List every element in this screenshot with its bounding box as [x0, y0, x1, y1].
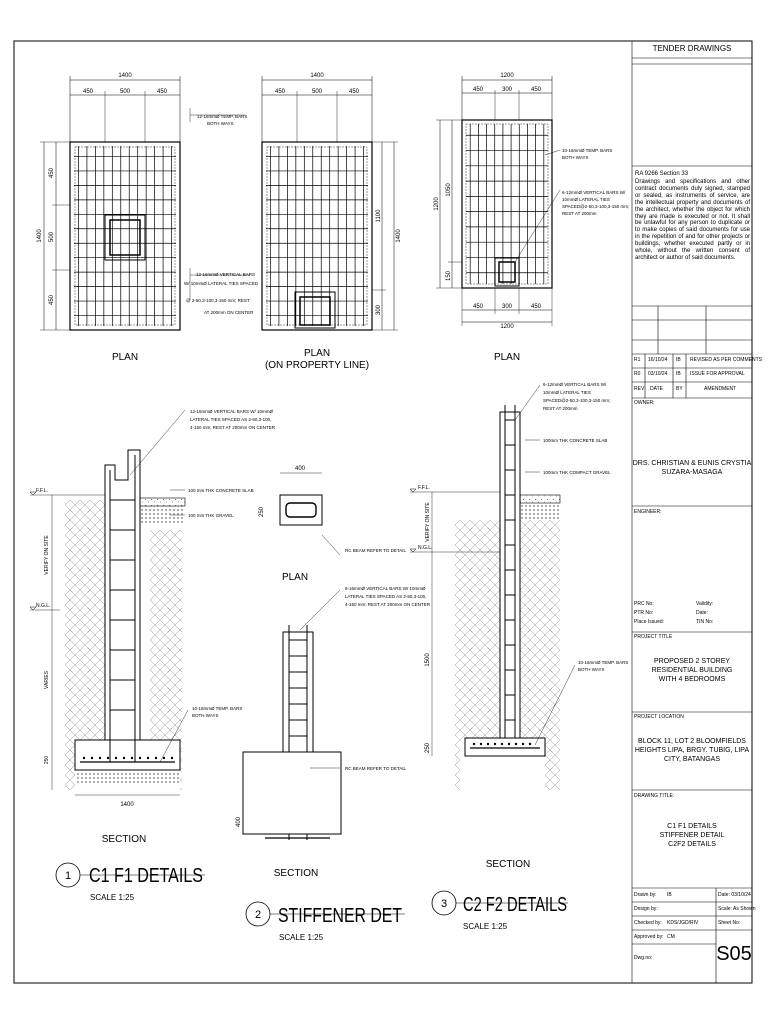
sheet-code: S05	[716, 943, 752, 965]
plan1-rebar-grid	[74, 146, 176, 326]
project-location-label: PROJECT LOCATION	[634, 714, 684, 720]
plan-2	[262, 73, 402, 371]
plan1-dim-2: 500	[119, 89, 131, 95]
project-title-2: RESIDENTIAL BUILDING	[651, 667, 733, 674]
stiff-section-label: SECTION	[273, 868, 319, 879]
sec1-ngl: N.G.L.	[36, 603, 51, 609]
note-vert-bars-1d: AT 200mm ON CENTER	[204, 310, 254, 315]
sec3-note-gravel: 100mm THK COMPACT GRAVEL	[543, 470, 611, 475]
plan1-dim-3: 450	[156, 89, 168, 95]
sec3-note-slab: 100mm THK CONCRETE SLAB	[543, 438, 608, 443]
sec1-ffl: F.F.L.	[36, 488, 48, 494]
plan3-dim-1: 450	[472, 87, 484, 93]
plan1-notes	[184, 108, 259, 315]
plan3-left-total: 1200	[434, 197, 440, 211]
validity: Validity:	[696, 601, 714, 607]
drawing-title-3: C2F2 DETAILS	[668, 841, 716, 848]
ra-heading: RA 9266 Section 33	[635, 171, 689, 177]
rebar-dot	[473, 743, 475, 745]
rev-header-by: BY	[676, 386, 683, 392]
note-temp-bars-3a: 10-16mmØ TEMP. BARS	[562, 148, 613, 153]
plan2-dim-2: 500	[311, 89, 323, 95]
detail2-scale: SCALE 1:25	[279, 933, 324, 942]
stiffener-detail	[236, 466, 431, 879]
plan2-right-2: 300	[376, 304, 382, 316]
sec3-1500: 1500	[425, 653, 431, 667]
checked-by-label: Checked by:	[634, 920, 662, 926]
rebar-dot	[99, 757, 101, 759]
sec1-note-vert-b: LATERAL TIES SPACED AS 2-50,3-100,	[190, 417, 272, 422]
section-3	[410, 382, 628, 870]
rev-header-date: DATE	[650, 386, 663, 392]
plan3-dim-2: 300	[501, 87, 513, 93]
rev-r0-amendment: ISSUE FOR APPROVAL	[690, 371, 745, 377]
plan2-dim-3: 450	[348, 89, 360, 95]
plan3-dim-3: 450	[530, 87, 542, 93]
sec3-note-temp-a: 10-16mmØ TEMP. BARS	[578, 660, 629, 665]
sec1-note-slab: 100 mm THK CONCRETE SLAB	[188, 488, 254, 493]
owner-label: OWNER:	[634, 400, 655, 406]
prc-no: PRC No:	[634, 601, 654, 607]
drawing-title-1: C1 F1 DETAILS	[667, 823, 717, 830]
rebar-dot	[515, 743, 517, 745]
sec1-section-label: SECTION	[101, 834, 147, 845]
rebar-dot	[123, 757, 125, 759]
detail-title-3	[432, 891, 568, 931]
owner-name-2: SUZARA-MASAGA	[661, 469, 723, 476]
sec3-note-vert-b: 10mmØ LATERAL TIES	[543, 390, 591, 395]
owner-name-1: DRS. CHRISTIAN & EUNIS CRYSTIA	[632, 460, 752, 467]
stiff-rc-beam-2: RC BEAM REFER TO DETAIL	[345, 766, 407, 771]
checked-by-value: KDS/JGD/RIV	[667, 920, 699, 926]
sec1-250: 250	[44, 755, 50, 765]
sec1-note-vert-a: 12-16mmØ VERTICAL BARS W/ 10mmØ	[190, 409, 274, 414]
ra-text: Drawings and specifications and other contract documents duly signed, stamped or sealed, as instruments of service, are the intellectual property and documents of the architect, whether the object for which they are made is executed or not. It shall be unlawful for any person to duplicate or to make copies of said documents for use in the repetition of and for other projects or buildings, whether executed partly or in whole, without the written consent of architect or author of said documents.	[635, 179, 750, 261]
rev-header-amendment: AMENDMENT	[704, 386, 737, 392]
sec1-verify: VERIFY ON SITE	[44, 535, 50, 575]
rebar-dot	[522, 743, 524, 745]
stiff-rc-beam-1: RC BEAM REFER TO DETAIL	[345, 548, 407, 553]
sec3-note-vert-c: SPACED@2-50,3-100,3-150 mm;	[543, 398, 611, 403]
plan3-label: PLAN	[493, 352, 521, 363]
plan3-dim-bot: 1200	[500, 324, 514, 330]
sec3-section-label: SECTION	[485, 859, 531, 870]
detail1-number: 1	[64, 870, 72, 882]
rebar-dot	[487, 743, 489, 745]
note-temp-bars-1b: BOTH WAYS	[207, 121, 234, 126]
plan2-dim-top: 1400	[310, 73, 324, 79]
sec3-note-vert-a: 6-12mmØ VERTICAL BARS W/	[543, 382, 607, 387]
note-vert-bars-3c: SPACED@2-50,3-100,3-150 mm;	[562, 204, 630, 209]
rev-r1-amendment: REVISED AS PER COMMENTS	[690, 357, 762, 363]
rev-r1-by: IB	[676, 357, 681, 363]
detail1-title: C1 F1 DETAILS	[89, 865, 203, 887]
engineer-label: ENGINEER:	[634, 509, 662, 515]
sec1-note-temp-b: BOTH WAYS	[192, 713, 219, 718]
rebar-dot	[83, 757, 85, 759]
stiff-sec-400: 400	[236, 816, 242, 828]
design-by-label: Design by:	[634, 906, 658, 912]
rebar-dot	[508, 743, 510, 745]
detail-title-1	[56, 863, 205, 902]
detail-title-2	[246, 902, 405, 942]
plan2-dim-1: 450	[274, 89, 286, 95]
project-title-label: PROJECT TITLE	[634, 634, 673, 640]
sec1-note-vert-c: 4-150 mm; REST AT 200mm ON CENTER	[190, 425, 276, 430]
project-title-3: WITH 4 BEDROOMS	[658, 676, 726, 683]
plan1-left-total: 1400	[37, 229, 43, 243]
plan-1	[37, 73, 180, 363]
rebar-dot	[171, 757, 173, 759]
plan1-label: PLAN	[111, 352, 139, 363]
detail3-title: C2 F2 DETAILS	[463, 894, 567, 916]
tin-no: TIN No:	[696, 619, 714, 625]
plan1-left-2: 500	[49, 231, 55, 243]
dwg-no-label: Dwg.no:	[634, 955, 653, 961]
plan1-dim-top: 1400	[118, 73, 132, 79]
plan3-rebar-grid	[466, 124, 548, 284]
sec1-note-gravel: 100 mm THK GRAVEL	[188, 513, 234, 518]
section-1	[30, 409, 276, 845]
plan3-bot-2: 300	[501, 304, 513, 310]
rebar-dot	[107, 757, 109, 759]
plan3-left-1: 1050	[446, 183, 452, 197]
plan2-label-2: (ON PROPERTY LINE)	[264, 360, 370, 371]
approved-by-value: CM	[667, 934, 675, 940]
stiff-note-vert-b: LATERAL TIES SPACED AS 2-50,3-100,	[345, 594, 427, 599]
detail3-scale: SCALE 1:25	[463, 922, 508, 931]
project-title-1: PROPOSED 2 STOREY	[653, 658, 731, 665]
detail2-number: 2	[254, 909, 262, 921]
rev-r0-date: 03/10/24	[648, 371, 668, 377]
rebar-dot	[480, 743, 482, 745]
ptr-no: PTR No:	[634, 610, 654, 616]
sheet-no-label: Sheet No:	[718, 920, 741, 926]
project-location-3: CITY, BATANGAS	[663, 756, 720, 763]
sec3-note-vert-d: REST AT 200mm	[543, 406, 578, 411]
plan1-left-1: 450	[49, 167, 55, 179]
rebar-dot	[155, 757, 157, 759]
sec1-varies: VARIES	[44, 671, 50, 689]
rebar-dot	[501, 743, 503, 745]
sec3-note-temp-b: BOTH WAYS	[578, 667, 605, 672]
note-vert-bars-1b: W/ 10mmØ LATERAL TIES SPACED	[184, 281, 259, 286]
rev-r0-by: IB	[676, 371, 681, 377]
project-location-1: BLOCK 11, LOT 2 BLOOMFIELDS	[638, 738, 746, 745]
project-location-2: HEIGHTS LIPA, BRGY. TUBIG, LIPA	[634, 747, 750, 754]
drawing-title-2: STIFFENER DETAIL	[659, 832, 725, 839]
stiff-plan-label: PLAN	[281, 572, 309, 583]
plan2-rebar-grid	[266, 146, 368, 326]
drawing-title-label: DRAWING TITLE:	[634, 793, 675, 799]
sec3-250: 250	[425, 742, 431, 754]
rebar-dot	[494, 743, 496, 745]
plan1-left-3: 450	[49, 294, 55, 306]
detail2-title: STIFFENER DET	[278, 905, 402, 927]
title-block-header: TENDER DRAWINGS	[652, 44, 732, 53]
plan2-label-1: PLAN	[303, 348, 331, 359]
rebar-dot	[91, 757, 93, 759]
approved-by-label: Approved by:	[634, 934, 664, 940]
drawn-by-value: IB	[667, 892, 672, 898]
rev-r0-rev: R0	[634, 371, 641, 377]
rebar-dot	[139, 757, 141, 759]
plan3-bot-3: 450	[530, 304, 542, 310]
date-issued: Date: 03/10/24	[718, 892, 751, 898]
detail1-scale: SCALE 1:25	[90, 893, 135, 902]
plan2-right-1: 1100	[376, 209, 382, 223]
plan3-dim-top: 1200	[500, 73, 514, 79]
plan3-left-2: 150	[446, 270, 452, 282]
sec3-ffl: F.F.L.	[418, 485, 430, 491]
rev-r1-rev: R1	[634, 357, 641, 363]
place-issued: Place Issued:	[634, 619, 665, 625]
stiff-dim-400: 400	[294, 466, 306, 472]
sec1-1400: 1400	[120, 802, 134, 808]
plan2-right-total: 1400	[396, 229, 402, 243]
rebar-dot	[131, 757, 133, 759]
date-field: Date:	[696, 610, 708, 616]
stiff-note-vert-c: 4-150 mm; REST AT 200mm ON CENTER	[345, 602, 431, 607]
note-temp-bars-3b: BOTH WAYS	[562, 155, 589, 160]
plan-3	[434, 73, 629, 363]
note-vert-bars-3d: REST AT 200mm	[562, 211, 597, 216]
sec1-note-temp-a: 10-16mmØ TEMP. BARS	[192, 706, 243, 711]
note-vert-bars-3a: 6-12mmØ VERTICAL BARS W/	[562, 190, 626, 195]
detail3-number: 3	[440, 898, 448, 910]
scale-field: Scale: As Shown	[718, 906, 756, 912]
note-temp-bars-1a: 12-16mmØ TEMP. BARS	[197, 114, 248, 119]
rebar-dot	[147, 757, 149, 759]
drawn-by-label: Drawn by:	[634, 892, 657, 898]
note-vert-bars-3b: 10mmØ LATERAL TIES	[562, 197, 610, 202]
rev-r1-date: 16/10/24	[648, 357, 668, 363]
rebar-dot	[115, 757, 117, 759]
plan1-dim-1: 450	[82, 89, 94, 95]
rev-header-rev: REV	[634, 386, 645, 392]
sec3-ngl: N.G.L.	[418, 545, 433, 551]
note-vert-bars-1a: 12-16mmØ VERTICAL BARS	[196, 272, 256, 277]
rebar-dot	[163, 757, 165, 759]
plan3-bot-1: 450	[472, 304, 484, 310]
note-vert-bars-1c: @ 2-50,3-100,3-150 mm; REST	[186, 298, 250, 303]
stiff-dim-250: 250	[259, 506, 265, 518]
stiff-note-vert-a: 8-16mmØ VERTICAL BARS W/ 10mmØ	[345, 586, 426, 591]
rebar-dot	[529, 743, 531, 745]
sec3-verify: VERIFY ON SITE	[425, 502, 431, 542]
